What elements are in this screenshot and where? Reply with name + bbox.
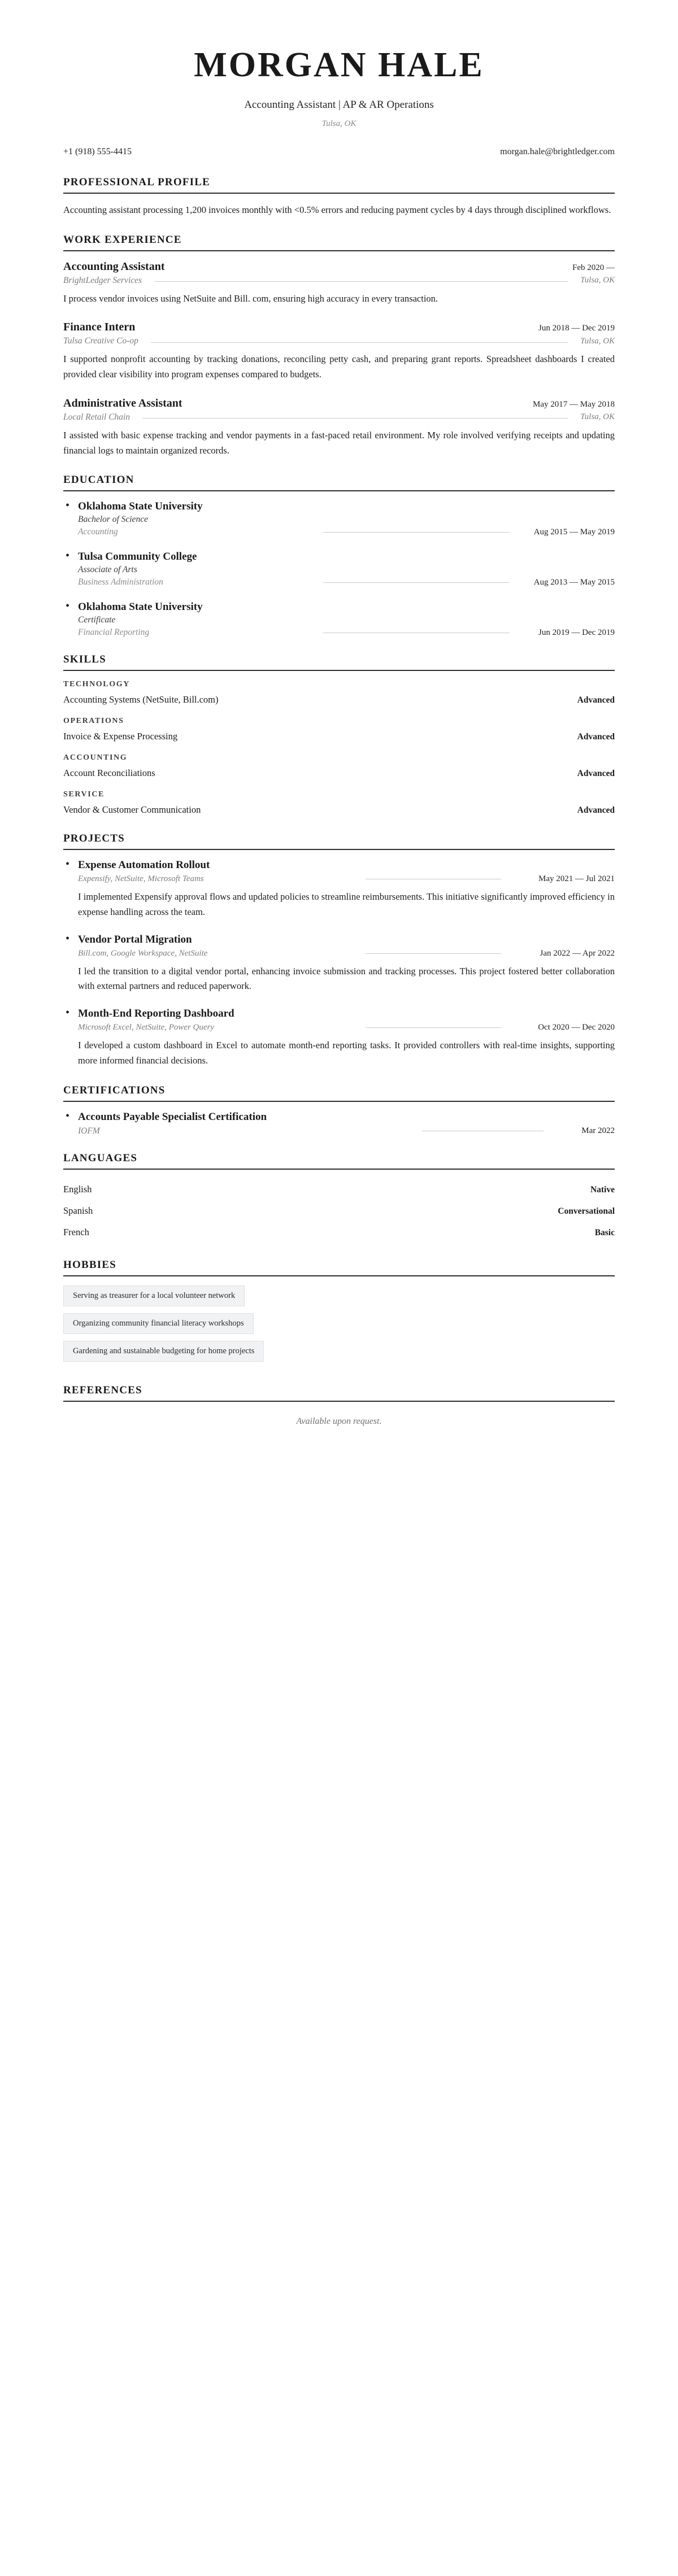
project-item xyxy=(63,859,615,919)
skill-row xyxy=(63,766,615,780)
education-school: • Oklahoma State University xyxy=(78,500,203,513)
section-title-education: EDUCATION xyxy=(63,474,615,491)
experience-item xyxy=(63,397,615,458)
skill-name: Invoice & Expense Processing xyxy=(63,731,178,742)
skill-level: Advanced xyxy=(577,732,615,742)
experience-role: Administrative Assistant xyxy=(63,396,182,409)
divider-line xyxy=(366,953,501,954)
section-professional-profile xyxy=(63,176,615,218)
section-title-references: REFERENCES xyxy=(63,1384,615,1402)
education-degree: Certificate xyxy=(78,615,116,625)
skill-level: Advanced xyxy=(577,805,615,816)
divider-line xyxy=(323,532,510,533)
experience-item xyxy=(63,321,615,382)
project-dates: May 2021 — Jul 2021 xyxy=(538,874,615,884)
experience-location: Tulsa, OK xyxy=(580,412,615,422)
project-item xyxy=(63,934,615,994)
skill-name: Vendor & Customer Communication xyxy=(63,804,201,816)
education-dates: Jun 2019 — Dec 2019 xyxy=(538,627,615,637)
certification-date: Mar 2022 xyxy=(581,1126,615,1136)
skill-group xyxy=(63,790,615,817)
education-item xyxy=(63,551,615,587)
project-dates: Jan 2022 — Apr 2022 xyxy=(540,948,615,958)
section-skills xyxy=(63,653,615,817)
skill-level: Advanced xyxy=(577,769,615,779)
experience-description: I process vendor invoices using NetSuite and Bill. com, ensuring high accuracy in every transaction. xyxy=(63,293,438,304)
education-item xyxy=(63,500,615,537)
certification-detail-row xyxy=(78,1126,615,1136)
language-name: English xyxy=(63,1183,92,1195)
language-level: Basic xyxy=(594,1227,615,1237)
experience-role: Accounting Assistant xyxy=(63,260,165,273)
project-dates: Oct 2020 — Dec 2020 xyxy=(538,1023,615,1032)
hobby-chip: Organizing community financial literacy workshops xyxy=(63,1313,254,1334)
project-name: • Month-End Reporting Dashboard xyxy=(78,1008,234,1020)
contact-row xyxy=(63,147,615,157)
resume-header xyxy=(63,45,615,157)
project-detail-row xyxy=(78,949,615,958)
skill-group xyxy=(63,753,615,780)
project-detail-row xyxy=(78,874,615,884)
divider-line xyxy=(151,342,568,343)
hobby-chip: Gardening and sustainable budgeting for home projects xyxy=(63,1341,264,1362)
education-school: • Tulsa Community College xyxy=(78,551,197,563)
language-row xyxy=(63,1222,615,1243)
project-description: I developed a custom dashboard in Excel to automate month-end reporting tasks. It provided controllers with real-time insights, supporting more informed financial decisions. xyxy=(78,1040,615,1066)
certification-name: • Accounts Payable Specialist Certification xyxy=(78,1110,267,1123)
language-row xyxy=(63,1200,615,1222)
experience-role: Finance Intern xyxy=(63,321,136,334)
skill-group xyxy=(63,717,615,743)
education-field: Accounting xyxy=(78,527,118,537)
project-name: • Expense Automation Rollout xyxy=(78,859,210,871)
divider-line xyxy=(154,281,568,282)
experience-heading xyxy=(63,397,615,410)
experience-item xyxy=(63,260,615,307)
certification-item xyxy=(63,1111,615,1136)
candidate-name: MORGAN HALE xyxy=(194,46,484,84)
section-certifications xyxy=(63,1084,615,1136)
skill-category: SERVICE xyxy=(63,790,105,799)
certification-issuer: IOFM xyxy=(78,1126,100,1136)
experience-company: BrightLedger Services xyxy=(63,275,142,285)
experience-dates: May 2017 — May 2018 xyxy=(533,399,615,409)
experience-subheading xyxy=(63,276,615,286)
education-detail-row xyxy=(78,527,615,537)
education-field: Financial Reporting xyxy=(78,627,150,638)
experience-description: I assisted with basic expense tracking and vendor payments in a fast-paced retail environment. My role involved verifying receipts and updating financial logs to maintain organized records. xyxy=(63,429,615,456)
section-title-certifications: CERTIFICATIONS xyxy=(63,1084,615,1102)
skill-name: Account Reconciliations xyxy=(63,768,155,779)
section-references xyxy=(63,1384,615,1427)
project-tech: Bill.com, Google Workspace, NetSuite xyxy=(78,948,208,958)
hobby-list xyxy=(63,1285,615,1368)
project-description: I led the transition to a digital vendor portal, enhancing invoice submission and tracking processes. This project fostered better collaboration with external partners and reduced paperwork. xyxy=(78,965,615,992)
education-detail-row xyxy=(78,577,615,587)
section-languages xyxy=(63,1152,615,1243)
candidate-location: Tulsa, OK xyxy=(321,119,357,128)
language-row xyxy=(63,1179,615,1200)
experience-location: Tulsa, OK xyxy=(580,276,615,285)
experience-company: Local Retail Chain xyxy=(63,412,130,422)
section-title-languages: LANGUAGES xyxy=(63,1152,615,1170)
experience-description: I supported nonprofit accounting by tracking donations, reconciling petty cash, and preparing grant reports. Spreadsheet dashboards I created provided clear visibility into program expenses compared to budgets. xyxy=(63,354,615,380)
project-description: I implemented Expensify approval flows and updated policies to streamline reimbursements. This initiative significantly improved efficiency in expense handling across the team. xyxy=(78,891,615,918)
education-dates: Aug 2015 — May 2019 xyxy=(533,527,615,537)
section-title-hobbies: HOBBIES xyxy=(63,1259,615,1276)
section-work-experience xyxy=(63,234,615,459)
contact-email: morgan.hale@brightledger.com xyxy=(500,147,615,156)
divider-line xyxy=(142,418,568,419)
experience-heading xyxy=(63,260,615,273)
candidate-headline: Accounting Assistant | AP & AR Operations xyxy=(244,99,434,111)
contact-phone: +1 (918) 555-4415 xyxy=(63,147,132,156)
education-detail-row xyxy=(78,627,615,638)
education-field: Business Administration xyxy=(78,577,163,587)
education-school: • Oklahoma State University xyxy=(78,601,203,613)
skill-category: OPERATIONS xyxy=(63,717,124,726)
skill-category: ACCOUNTING xyxy=(63,753,128,762)
divider-line xyxy=(323,582,510,583)
experience-dates: Jun 2018 — Dec 2019 xyxy=(538,324,615,333)
education-dates: Aug 2013 — May 2015 xyxy=(533,577,615,587)
references-text: Available upon request. xyxy=(296,1416,382,1426)
skill-category: TECHNOLOGY xyxy=(63,680,130,689)
project-item xyxy=(63,1008,615,1068)
project-tech: Microsoft Excel, NetSuite, Power Query xyxy=(78,1023,215,1032)
project-tech: Expensify, NetSuite, Microsoft Teams xyxy=(78,874,204,884)
language-level: Native xyxy=(590,1184,615,1195)
project-name: • Vendor Portal Migration xyxy=(78,933,192,945)
experience-subheading xyxy=(63,412,615,422)
skill-row xyxy=(63,803,615,817)
hobby-chip: Serving as treasurer for a local volunteer network xyxy=(63,1285,245,1306)
experience-dates: Feb 2020 — xyxy=(572,263,615,272)
section-hobbies xyxy=(63,1259,615,1368)
education-item xyxy=(63,601,615,638)
section-title-profile: PROFESSIONAL PROFILE xyxy=(63,176,615,194)
language-name: French xyxy=(63,1226,89,1237)
divider-line xyxy=(366,1027,501,1028)
education-degree: Associate of Arts xyxy=(78,565,137,575)
experience-subheading xyxy=(63,336,615,346)
language-level: Conversational xyxy=(558,1206,615,1216)
profile-text: Accounting assistant processing 1,200 invoices monthly with <0.5% errors and reducing payment cycles by 4 days through disciplined workflows. xyxy=(63,204,611,215)
skill-level: Advanced xyxy=(577,695,615,705)
skill-group xyxy=(63,680,615,707)
section-projects xyxy=(63,832,615,1068)
experience-heading xyxy=(63,321,615,334)
skill-name: Accounting Systems (NetSuite, Bill.com) xyxy=(63,694,219,705)
section-title-projects: PROJECTS xyxy=(63,832,615,850)
experience-company: Tulsa Creative Co-op xyxy=(63,336,138,346)
education-degree: Bachelor of Science xyxy=(78,515,148,525)
section-title-experience: WORK EXPERIENCE xyxy=(63,234,615,251)
experience-location: Tulsa, OK xyxy=(580,336,615,346)
project-detail-row xyxy=(78,1023,615,1032)
skill-row xyxy=(63,693,615,707)
skill-row xyxy=(63,730,615,743)
language-name: Spanish xyxy=(63,1205,93,1216)
section-title-skills: SKILLS xyxy=(63,653,615,671)
section-education xyxy=(63,474,615,638)
